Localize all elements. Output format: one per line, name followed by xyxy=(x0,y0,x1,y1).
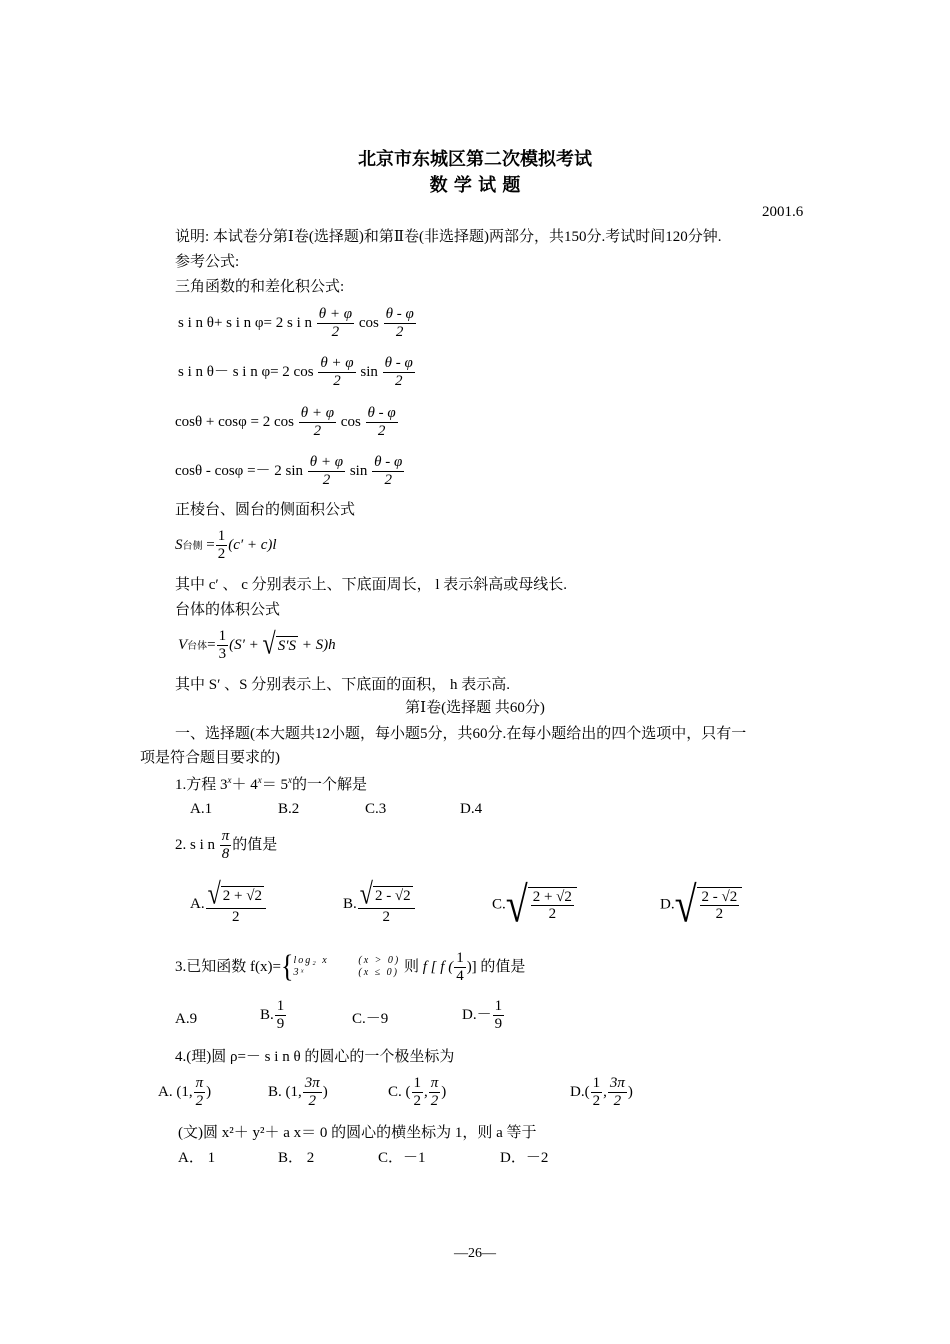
q4-c-post: ) xyxy=(441,1083,447,1100)
q4-b-post: ) xyxy=(322,1083,328,1100)
frac-num: θ + φ xyxy=(300,405,335,421)
frac-den: 2 xyxy=(331,323,340,340)
frac-den: 2 xyxy=(217,545,226,562)
frac-den: 2 xyxy=(613,1092,622,1109)
frac-den: 4 xyxy=(456,967,464,984)
formula-lhs: s i n θ+ s i n φ= 2 s i n xyxy=(178,314,313,331)
frac-num: 1 xyxy=(218,628,227,644)
volume-v: V xyxy=(178,636,188,653)
volume-note: 其中 S′ 、S 分别表示上、下底面的面积， h 表示高. xyxy=(175,677,510,693)
volume-eq: = xyxy=(207,636,216,653)
lateral-label: 正棱台、圆台的侧面积公式 xyxy=(175,502,356,518)
q3-case2: 3ˣ xyxy=(293,967,306,979)
q2-b-label: B. xyxy=(343,895,357,912)
frac-num: θ - φ xyxy=(374,454,403,470)
frac-den: 2 xyxy=(430,1092,439,1109)
frac-num: 1 xyxy=(456,950,464,966)
q4-a-post: ) xyxy=(206,1083,212,1100)
question-4-wen: (文)圆 x²＋ y²＋ a x＝ 0 的圆心的横坐标为 1，则 a 等于 xyxy=(178,1125,537,1141)
frac-num: θ + φ xyxy=(309,454,344,470)
q4-d-pre: D.( xyxy=(570,1083,590,1100)
frac-num: π xyxy=(195,1075,204,1091)
frac-num: 1 xyxy=(592,1075,601,1091)
q3-then: 则 xyxy=(404,958,420,975)
q2-a-label: A. xyxy=(190,895,205,912)
q1-exp: x xyxy=(288,775,293,785)
q3-b-label: B. xyxy=(260,1006,274,1023)
question-2 xyxy=(175,828,277,863)
frac-num: π xyxy=(221,828,230,844)
question-4: 4.(理)圆 ρ=－ s i n θ 的圆心的一个极坐标为 xyxy=(175,1049,455,1065)
volume-pre: (S′ + xyxy=(229,636,263,653)
sqrt-icon: √ xyxy=(674,876,697,933)
q4w-option-d[interactable]: D．－2 xyxy=(500,1150,549,1166)
frac-num: 3π xyxy=(304,1075,320,1091)
volume-rad: S′S xyxy=(277,637,296,654)
q4w-option-a[interactable]: A． 1 xyxy=(178,1150,216,1166)
formula-2 xyxy=(178,355,416,390)
question-1 xyxy=(175,775,367,794)
q1-exp: x xyxy=(227,775,232,785)
frac-den: 2 xyxy=(195,1092,204,1109)
lateral-rest: (c′ + c)l xyxy=(228,536,277,553)
q3-d-label: D.－ xyxy=(462,1006,492,1023)
q4-option-a[interactable] xyxy=(158,1075,211,1110)
frac-num: θ + φ xyxy=(320,355,354,371)
q3-case1: log₂ x xyxy=(293,955,329,967)
frac-den: 2 xyxy=(313,422,322,439)
q3-expr-post: )] 的值是 xyxy=(466,958,526,975)
exam-date: 2001.6 xyxy=(762,204,804,220)
sqrt-icon: √ xyxy=(262,628,276,661)
volume-formula xyxy=(178,628,336,663)
q4-option-d[interactable]: D.( $\frac{1}{2}$ , $\frac{3\pi}{2}$ ) xyxy=(570,1075,633,1109)
frac-den: 8 xyxy=(221,845,230,862)
q4-option-c[interactable]: C. ( $\frac{1}{2}$ , $\frac{\pi}{2}$ ) xyxy=(388,1075,447,1109)
lateral-eq: = xyxy=(206,536,215,553)
q1-mid: ＋ 4 xyxy=(231,777,258,793)
q2-option-a[interactable] xyxy=(190,878,267,927)
formula-3 xyxy=(175,405,399,440)
page-title: 北京市东城区第二次模拟考试 xyxy=(358,149,592,170)
formula-fn: sin xyxy=(349,462,368,479)
part1-instr-2: 项是符合题目要求的) xyxy=(140,750,280,766)
q3-pre: 3.已知函数 f(x)= xyxy=(175,958,281,975)
q3-option-a[interactable]: A.9 xyxy=(175,1011,198,1027)
q2-c-label: C. xyxy=(492,896,506,913)
formula-fn: cos xyxy=(340,413,361,430)
frac-num: 1 xyxy=(494,998,503,1014)
q4-b-pre: B. (1, xyxy=(268,1083,302,1100)
q1-option-a[interactable]: A.1 xyxy=(190,801,213,817)
page-subtitle: 数 学 试 题 xyxy=(429,175,521,196)
lateral-sub: 台侧 xyxy=(182,540,203,552)
q2-d-label: D. xyxy=(660,896,675,913)
q2-post: 的值是 xyxy=(232,836,278,853)
q2-option-c[interactable] xyxy=(492,876,577,933)
part1-instr-1: 一、选择题(本大题共12小题，每小题5分，共60分.在每小题给出的四个选项中，只有一 xyxy=(175,726,747,742)
brace-icon: { xyxy=(280,949,294,985)
frac-num: θ - φ xyxy=(384,355,413,371)
volume-sub: 台体 xyxy=(187,640,208,652)
frac-den: 9 xyxy=(494,1015,503,1032)
q3-option-c[interactable]: C.－9 xyxy=(352,1011,389,1027)
lateral-note: 其中 c′ 、 c 分别表示上、下底面周长， l 表示斜高或母线长. xyxy=(175,577,568,593)
q2-b-rad: 2 - √2 xyxy=(374,887,411,904)
q4-c-pre: C. ( xyxy=(388,1083,411,1100)
q1-option-b[interactable]: B.2 xyxy=(278,801,300,817)
q4-d-post: ) xyxy=(627,1083,633,1100)
q4-a-pre: A. (1, xyxy=(158,1083,193,1100)
formula-lhs: cosθ + cosφ = 2 cos xyxy=(175,413,294,430)
q2-pre: 2. s i n xyxy=(175,836,216,853)
frac-den: 3 xyxy=(218,645,227,662)
trig-label: 三角函数的和差化积公式: xyxy=(175,279,345,295)
formulas-label: 参考公式: xyxy=(175,254,240,270)
frac-den: 2 xyxy=(308,1092,316,1109)
volume-label: 台体的体积公式 xyxy=(175,602,281,618)
q3-cond1: (x > 0) xyxy=(358,955,401,967)
frac-num: θ + φ xyxy=(318,306,353,322)
frac-num: π xyxy=(430,1075,439,1091)
q3-option-b[interactable] xyxy=(260,998,287,1033)
formula-fn: sin xyxy=(360,363,378,380)
lateral-formula xyxy=(175,528,277,563)
sqrt-icon: √ xyxy=(359,878,373,912)
q4w-option-b[interactable]: B． 2 xyxy=(278,1150,315,1166)
frac-den: 9 xyxy=(276,1015,285,1032)
frac-den: 2 xyxy=(384,471,392,488)
formula-4 xyxy=(175,454,405,489)
frac-den: 2 xyxy=(232,909,240,926)
q3-expr-pre: f [ f ( xyxy=(422,958,454,975)
formula-lhs: s i n θ－ s i n φ= 2 cos xyxy=(178,363,314,380)
frac-den: 2 xyxy=(394,372,403,389)
q1-option-c[interactable]: C.3 xyxy=(365,801,387,817)
formula-fn: cos xyxy=(358,314,379,331)
q1-option-d[interactable]: D.4 xyxy=(460,801,483,817)
q3-cond2: (x ≤ 0) xyxy=(358,967,399,979)
frac-num: θ - φ xyxy=(367,405,396,421)
q4w-option-c[interactable]: C．－1 xyxy=(378,1150,426,1166)
formula-lhs: cosθ - cosφ =－ 2 sin xyxy=(175,462,304,479)
frac-den: 2 xyxy=(715,906,724,923)
frac-den: 2 xyxy=(548,906,557,923)
q4-option-b[interactable] xyxy=(268,1075,328,1110)
frac-den: 2 xyxy=(382,909,390,926)
sqrt-icon: √ xyxy=(505,876,528,933)
frac-den: 2 xyxy=(592,1092,601,1109)
q3-option-d[interactable] xyxy=(462,998,505,1033)
formula-1 xyxy=(178,306,417,341)
frac-den: 2 xyxy=(322,471,331,488)
part1-heading: 第Ⅰ卷(选择题 共60分) xyxy=(405,700,545,716)
frac-num: 2 + √2 xyxy=(532,888,572,905)
q1-exp: x xyxy=(257,775,262,785)
q2-a-rad: 2 + √2 xyxy=(222,887,262,904)
frac-den: 2 xyxy=(395,323,404,340)
frac-den: 2 xyxy=(413,1092,421,1109)
q2-option-d[interactable] xyxy=(660,876,742,933)
exam-note: 说明: 本试卷分第Ⅰ卷(选择题)和第Ⅱ卷(非选择题)两部分，共150分.考试时间120分钟. xyxy=(175,229,722,245)
q1-pre: 1.方程 3 xyxy=(175,777,228,793)
volume-post: + S)h xyxy=(298,636,336,653)
q2-option-b[interactable] xyxy=(343,878,416,927)
frac-den: 2 xyxy=(377,422,386,439)
frac-num: 1 xyxy=(413,1075,421,1091)
sqrt-icon: √ xyxy=(207,878,221,912)
page-number: —26— xyxy=(454,1246,496,1261)
frac-num: 1 xyxy=(276,998,285,1014)
q1-mid: ＝ 5 xyxy=(261,777,289,793)
lateral-s: S xyxy=(175,536,183,553)
frac-num: 3π xyxy=(609,1075,625,1091)
question-3 xyxy=(175,950,525,985)
frac-num: 2 - √2 xyxy=(701,888,738,905)
frac-num: θ - φ xyxy=(385,306,414,322)
frac-num: 1 xyxy=(217,528,226,544)
q1-post: 的一个解是 xyxy=(292,777,368,793)
frac-den: 2 xyxy=(333,372,341,389)
